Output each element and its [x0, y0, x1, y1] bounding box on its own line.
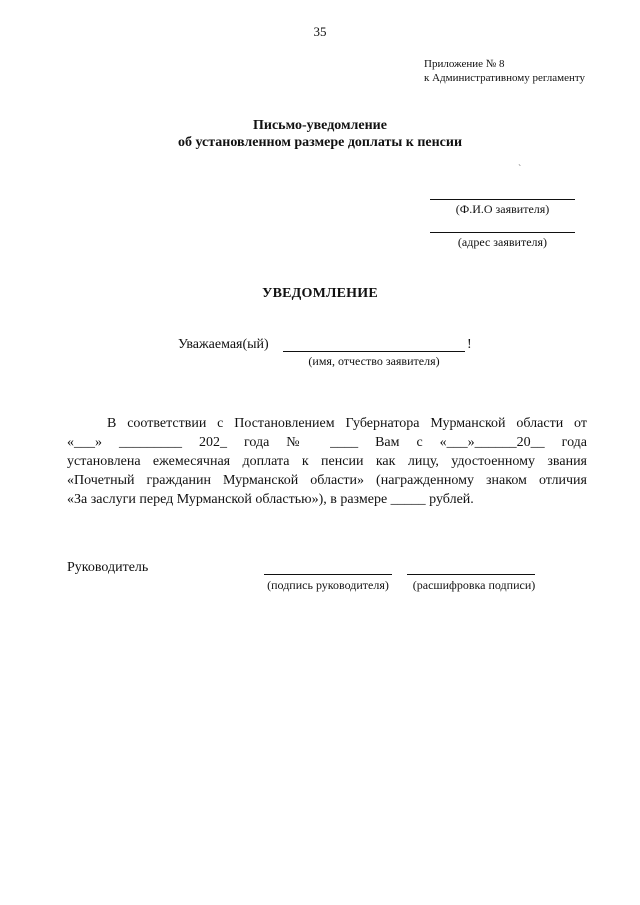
appendix-note — [424, 57, 585, 85]
exclamation-mark: ! — [467, 337, 472, 352]
notice-body — [67, 414, 587, 509]
signature-caption: (подпись руководителя) — [267, 578, 389, 592]
applicant-name-line — [430, 199, 575, 200]
appendix-line-1: Приложение № 8 — [424, 58, 505, 70]
applicant-firstname-line — [283, 351, 465, 352]
page-number: 35 — [313, 24, 327, 39]
title-line-2: об установленном размере доплаты к пенсии — [177, 135, 463, 150]
decoding-line — [407, 574, 535, 575]
applicant-address-line — [430, 232, 575, 233]
document-title — [0, 117, 640, 151]
body-line-2: «___» _________ 202_ года № ____ Вам с «___»______20__ года — [67, 435, 587, 450]
signer-role: Руководитель — [67, 560, 149, 575]
appendix-line-2: к Административному регламенту — [424, 72, 586, 84]
salutation-caption: (имя, отчество заявителя) — [308, 354, 440, 368]
notice-heading: УВЕДОМЛЕНИЕ — [262, 286, 378, 301]
title-line-1: Письмо-уведомление — [253, 118, 387, 133]
body-line-5: «За заслуги перед Мурманской областью»), в размере _____ рублей. — [67, 492, 474, 507]
salutation: Уважаемая(ый) — [178, 337, 269, 352]
applicant-name-caption: (Ф.И.О заявителя) — [455, 202, 550, 216]
stray-mark: ` — [518, 164, 522, 175]
body-line-3: установлена ежемесячная доплата к пенсии как лицу, удостоенному звания — [67, 454, 587, 469]
body-line-4: «Почетный гражданин Мурманской области» (награжденному знаком отличия — [67, 473, 587, 488]
decoding-caption: (расшифровка подписи) — [412, 578, 536, 592]
applicant-address-caption: (адрес заявителя) — [457, 235, 548, 249]
body-line-1: В соответствии с Постановлением Губернатора Мурманской области от — [107, 416, 587, 431]
signature-line — [264, 574, 392, 575]
